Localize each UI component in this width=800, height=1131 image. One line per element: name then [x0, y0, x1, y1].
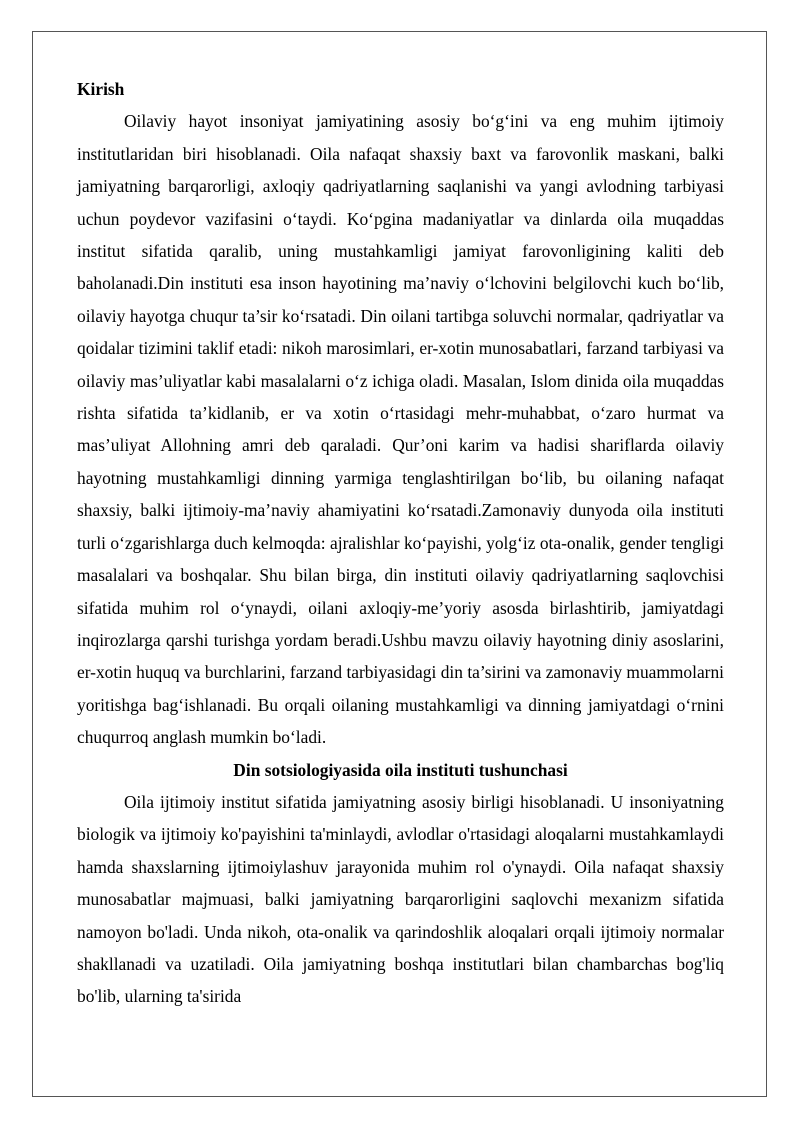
paragraph-section: Oila ijtimoiy institut sifatida jamiyatning asosiy birligi hisoblanadi. U insoniyatning biologik va ijtimoiy ko'payishini ta'minlaydi, avlodlar o'rtasidagi aloqalarni mustahkamlaydi hamda shaxslarning ijtimoiylashuv jarayonida muhim rol o'ynaydi. Oila nafaqat shaxsiy munosabatlar majmuasi, balki jamiyatning barqarorligini saqlovchi mexanizm sifatida namoyon bo'ladi. Unda nikoh, ota-onalik va qarindoshlik aloqalari orqali ijtimoiy normalar shakllanadi va uzatiladi. Oila jamiyatning boshqa institutlari bilan chambarchas bog'liq bo'lib, ularning ta'sirida: [77, 791, 724, 1007]
document-body: [77, 73, 724, 1013]
paragraph-intro: Oilaviy hayot insoniyat jamiyatining asosiy bo‘g‘ini va eng muhim ijtimoiy institutlaridan biri hisoblanadi. Oila nafaqat shaxsiy baxt va farovonlik maskani, balki jamiyatning barqarorligi, axloqiy qadriyatlarning saqlanishi va yangi avlodning tarbiyasi uchun poydevor vazifasini o‘taydi. Ko‘pgina madaniyatlar va dinlarda oila muqaddas institut sifatida qaralib, uning mustahkamligi jamiyat farovonligining kaliti deb baholanadi.Din instituti esa inson hayotining ma’naviy o‘lchovini belgilovchi kuch bo‘lib, oilaviy hayotga chuqur ta’sir ko‘rsatadi. Din oilani tartibga soluvchi normalar, qadriyatlar va qoidalar tizimini taklif etadi: nikoh marosimlari, er-xotin munosabatlari, farzand tarbiyasi va oilaviy mas’uliyatlar kabi masalalarni o‘z ichiga oladi. Masalan, Islom dinida oila muqaddas rishta sifatida ta’kidlanib, er va xotin o‘rtasidagi mehr-muhabbat, o‘zaro hurmat va mas’uliyat Allohning amri deb qaraladi. Qur’oni karim va hadisi shariflarda oilaviy hayotning mustahkamligi dinning yarmiga tenglashtirilgan bo‘lib, bu oilaning nafaqat shaxsiy, balki ijtimoiy-ma’naviy ahamiyatini ko‘rsatadi.Zamonaviy dunyoda oila instituti turli o‘zgarishlarga duch kelmoqda: ajralishlar ko‘payishi, yolg‘iz ota-onalik, gender tengligi masalalari va boshqalar. Shu bilan birga, din instituti oilaviy qadriyatlarning saqlovchisi sifatida muhim rol o‘ynaydi, oilani axloqiy-me’yoriy asosda birlashtirib, jamiyatdagi inqirozlarga qarshi turishga yordam beradi.Ushbu mavzu oilaviy hayotning diniy asoslarini, er-xotin huquq va burchlarini, farzand tarbiyasidagi din ta’sirini va zamonaviy muammolarni yoritishga bag‘ishlanadi. Bu orqali oilaning mustahkamligi va dinning jamiyatdagi o‘rnini chuqurroq anglash mumkin bo‘ladi.: [77, 111, 724, 748]
heading-intro: Kirish: [77, 79, 125, 99]
heading-section: Din sotsiologiyasida oila instituti tushunchasi: [233, 759, 568, 780]
